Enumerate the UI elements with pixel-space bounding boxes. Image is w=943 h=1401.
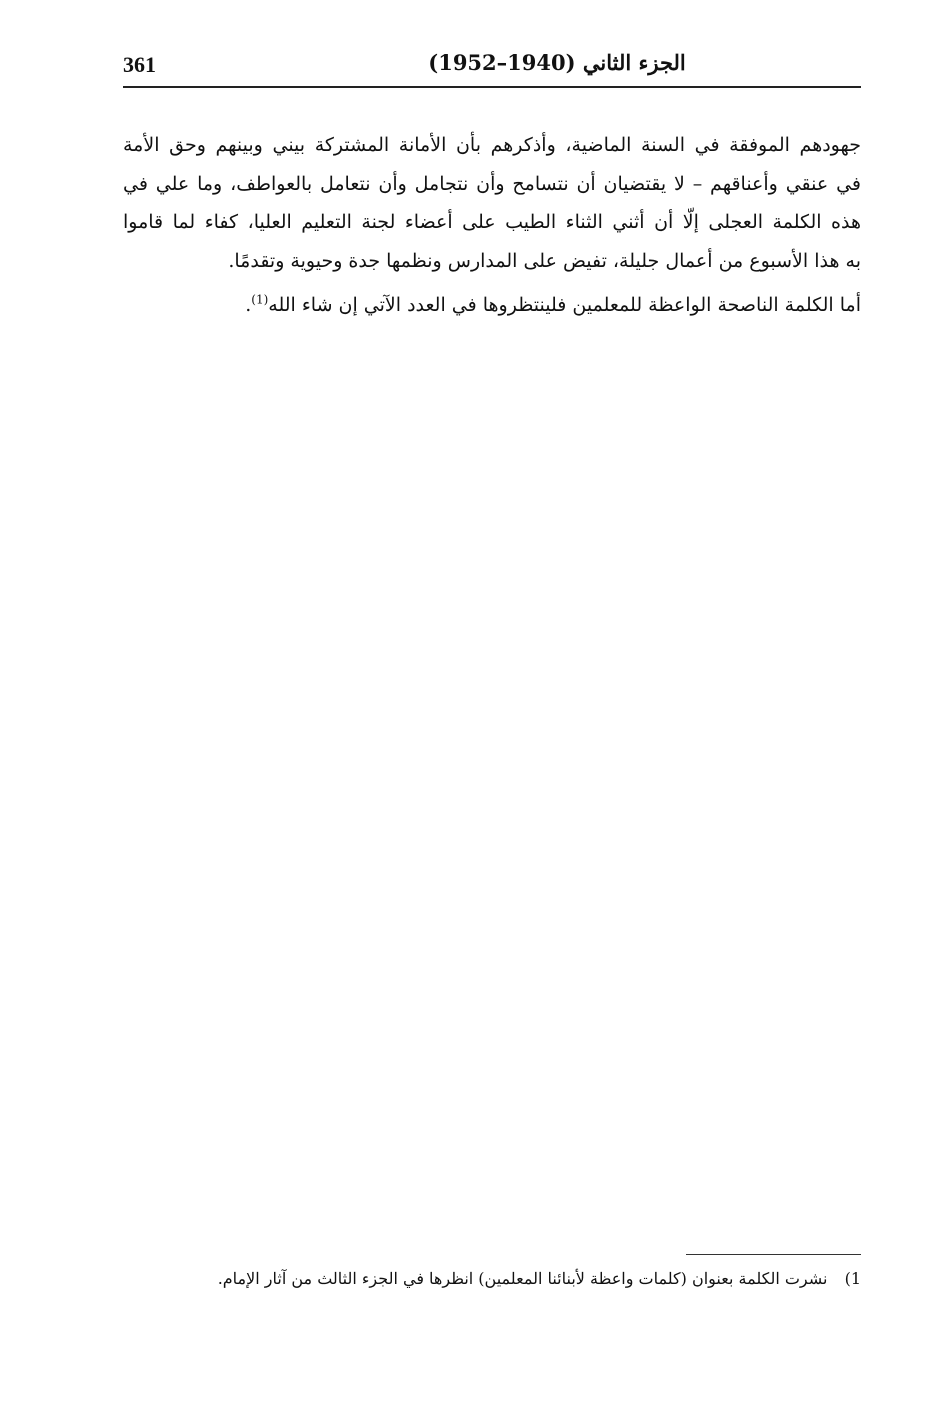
footnote-divider <box>686 1254 861 1255</box>
paragraph-1 <box>123 126 861 280</box>
footnote <box>123 1266 861 1292</box>
paragraph-1-line: هذه الكلمة العجلى إلّا أن أثني الثناء الطيب على أعضاء لجنة التعليم العليا، كفاء لما قاموا <box>123 211 861 233</box>
page-header <box>123 46 861 86</box>
paragraph-1-line: جهودهم الموفقة في السنة الماضية، وأذكرهم بأن الأمانة المشتركة بيني وبينهم وحق الأمة <box>123 134 861 156</box>
paragraph-1-line: في عنقي وأعناقهم – لا يقتضيان أن نتسامح وأن نتجامل وأن نتعامل بالعواطف، وما علي في <box>123 172 861 195</box>
footnote-marker: 1) <box>844 1269 861 1288</box>
footnote-reference[interactable]: (1) <box>251 292 269 307</box>
paragraph-2-text: أما الكلمة الناصحة الواعظة للمعلمين فلينتظروها في العدد الآتي إن شاء الله <box>268 294 861 316</box>
paragraph-2-end: . <box>245 294 252 316</box>
paragraph-2 <box>123 286 861 325</box>
footnote-text: نشرت الكلمة بعنوان (كلمات واعظة لأبنائنا المعلمين) انظرها في الجزء الثالث من آثار الإمام. <box>217 1269 828 1288</box>
running-title: الجزء الثاني (1940–1952) <box>428 50 686 75</box>
paragraph-1-line: به هذا الأسبوع من أعمال جليلة، تفيض على المدارس ونظمها جدة وحيوية وتقدمًا. <box>228 249 861 272</box>
page-number: 361 <box>123 52 156 77</box>
body-text <box>123 126 861 325</box>
header-divider <box>123 86 861 88</box>
